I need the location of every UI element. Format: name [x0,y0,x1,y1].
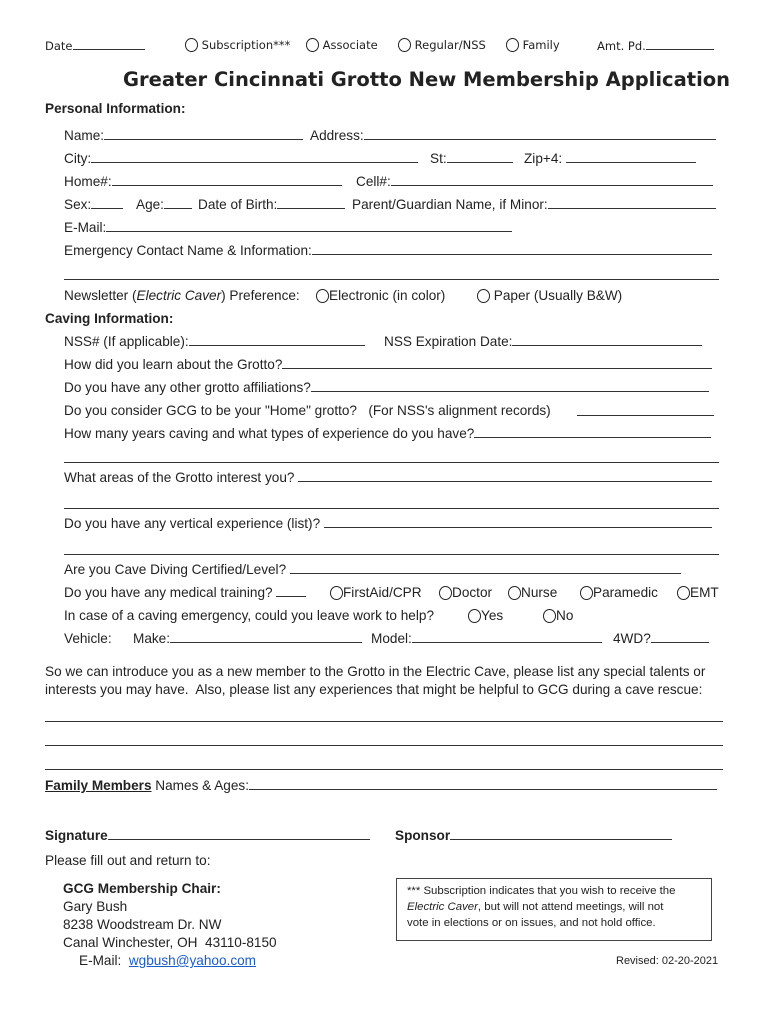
radio-circle-icon[interactable] [316,289,329,303]
city-field[interactable] [64,151,418,166]
city-label: City: [64,151,92,166]
option-label: Family [522,38,560,52]
signature-field[interactable] [45,828,370,843]
talents-paragraph-line-1: So we can introduce you as a new member to the Grotto in the Electric Cave, please list any special talents or [45,664,706,679]
emergency-line[interactable] [312,243,712,255]
signature-label: Signature [45,828,108,843]
chair-street: 8238 Woodstream Dr. NW [63,917,222,932]
vertical-label: Do you have any vertical experience (list)? [64,516,321,531]
option-label: Electronic (in color) [329,288,446,303]
family-suffix: Names & Ages: [151,778,249,793]
affiliations-field[interactable] [64,380,709,395]
home-grotto-question: Do you consider GCG to be your "Home" grotto? (For NSS's alignment records) [64,403,551,418]
radio-circle-icon[interactable] [468,609,481,623]
learn-label: How did you learn about the Grotto? [64,357,283,372]
option-label: Nurse [521,585,558,600]
address-field[interactable] [310,128,716,143]
leave-work-no-option[interactable] [543,608,573,623]
interest-label: What areas of the Grotto interest you? [64,470,295,485]
state-field[interactable] [430,151,513,166]
medical-firstaid-option[interactable] [330,585,422,600]
medical-doctor-option[interactable] [439,585,492,600]
emergency-label: Emergency Contact Name & Information: [64,243,312,258]
radio-circle-icon[interactable] [580,586,593,600]
make-line[interactable] [170,631,362,643]
amount-paid-field[interactable] [597,38,714,53]
nss-exp-line[interactable] [512,334,702,346]
years-label: How many years caving and what types of experience do you have? [64,426,475,441]
note-rest: , but will not attend meetings, will not [477,901,664,913]
dob-field[interactable] [198,197,345,212]
vertical-line[interactable] [324,516,712,528]
revised-date: Revised: 02-20-2021 [616,955,719,967]
nss-number-field[interactable] [64,334,365,349]
vertical-line-2[interactable] [64,554,719,555]
option-label: Yes [481,608,504,623]
note-italic: Electric Caver [407,901,478,913]
chair-email-label: E-Mail: [79,953,122,968]
vehicle-make-field[interactable] [133,631,362,646]
interest-line[interactable] [298,470,712,482]
medical-label: Do you have any medical training? [64,585,273,600]
sponsor-label: Sponsor [395,828,451,843]
cell-line[interactable] [391,174,713,186]
zip-line[interactable] [566,151,696,163]
option-associate[interactable] [306,38,378,52]
model-label: Model: [371,631,412,646]
newsletter-label-suffix: ) Preference: [221,288,300,303]
note-line-1: *** Subscription indicates that you wish to receive the [407,885,676,897]
state-label: St: [430,151,447,166]
radio-circle-icon[interactable] [306,38,319,52]
dob-label: Date of Birth: [198,197,278,212]
model-line[interactable] [412,631,602,643]
emergency-line-2[interactable] [64,279,719,280]
interest-line-2[interactable] [64,508,719,509]
talents-paragraph-line-2: interests you may have. Also, please list any experiences that might be helpful to GCG during a cave rescue: [45,682,703,697]
age-line[interactable] [164,197,192,209]
make-label: Make: [133,631,171,646]
cave-diving-field[interactable] [64,562,681,577]
signature-line[interactable] [108,828,370,840]
option-label: EMT [690,585,719,600]
home-grotto-line[interactable] [577,415,714,416]
guardian-line[interactable] [548,197,716,209]
home-label: Home#: [64,174,112,189]
cell-phone-field[interactable] [356,174,713,189]
nss-exp-label: NSS Expiration Date: [384,334,513,349]
radio-circle-icon[interactable] [477,289,490,303]
vehicle-label: Vehicle: [64,631,112,646]
email-field[interactable] [64,220,512,235]
home-phone-field[interactable] [64,174,342,189]
zip-label: Zip+4: [524,151,563,166]
city-line[interactable] [91,151,418,163]
talents-line-1[interactable] [45,721,723,722]
family-members-field[interactable] [45,778,717,793]
caving-heading: Caving Information: [45,311,174,326]
cell-label: Cell#: [356,174,391,189]
radio-circle-icon[interactable] [508,586,521,600]
nss-expiration-field[interactable] [384,334,702,349]
option-label: No [556,608,574,623]
guardian-label: Parent/Guardian Name, if Minor: [352,197,548,212]
option-label: Paramedic [593,585,658,600]
sponsor-field[interactable] [395,828,672,843]
family-label: Family Members [45,778,152,793]
nss-label: NSS# (If applicable): [64,334,189,349]
option-family[interactable] [506,38,560,52]
learn-line[interactable] [282,357,712,369]
interest-field[interactable] [64,470,712,485]
vehicle-model-field[interactable] [371,631,602,646]
address-line[interactable] [364,128,716,140]
vehicle-4wd-field[interactable] [613,631,709,646]
option-regular-nss[interactable] [398,38,486,52]
family-line[interactable] [249,778,717,790]
learn-about-field[interactable] [64,357,712,372]
medical-paramedic-option[interactable] [580,585,658,600]
radio-circle-icon[interactable] [677,586,690,600]
amt-line[interactable] [646,38,714,50]
chair-email [79,953,256,968]
medical-emt-option[interactable] [677,585,719,600]
chair-city: Canal Winchester, OH 43110-8150 [63,935,277,950]
radio-circle-icon[interactable] [398,38,411,52]
4wd-label: 4WD? [613,631,651,646]
email-line[interactable] [106,220,512,232]
years-line-2[interactable] [64,462,719,463]
name-field[interactable] [64,128,303,143]
guardian-field[interactable] [352,197,716,212]
radio-circle-icon[interactable] [543,609,556,623]
leave-work-question: In case of a caving emergency, could you leave work to help? [64,608,435,623]
option-label: FirstAid/CPR [343,585,422,600]
dob-line[interactable] [277,197,345,209]
name-label: Name: [64,128,105,143]
option-label: Subscription*** [201,38,291,52]
option-label: Regular/NSS [414,38,486,52]
page-title: Greater Cincinnati Grotto New Membership Application [123,68,731,91]
age-label: Age: [136,197,164,212]
radio-circle-icon[interactable] [330,586,343,600]
leave-work-yes-option[interactable] [468,608,503,623]
sex-label: Sex: [64,197,92,212]
diving-line[interactable] [290,562,681,574]
home-line[interactable] [112,174,342,186]
4wd-line[interactable] [651,631,709,643]
affiliations-label: Do you have any other grotto affiliations? [64,380,311,395]
sex-line[interactable] [91,197,123,209]
subscription-note [396,878,712,941]
newsletter-name: Electric Caver [136,288,222,303]
chair-title: GCG Membership Chair: [63,881,221,896]
name-line[interactable] [104,128,303,140]
note-line-3: vote in elections or on issues, and not hold office. [407,917,656,929]
note-line-2 [407,899,701,915]
email-label: E-Mail: [64,220,107,235]
sponsor-line[interactable] [450,828,672,840]
return-instructions: Please fill out and return to: [45,853,211,868]
age-field[interactable] [136,197,192,212]
option-label: Paper (Usually B&W) [493,288,623,303]
years-line[interactable] [474,426,711,438]
radio-circle-icon[interactable] [439,586,452,600]
date-label: Date [45,39,73,53]
years-caving-field[interactable] [64,426,711,441]
option-subscription[interactable] [185,38,290,52]
medical-nurse-option[interactable] [508,585,557,600]
newsletter-paper-option[interactable] [477,288,622,303]
zip-field[interactable] [524,151,696,166]
option-label: Associate [322,38,378,52]
newsletter-preference [64,288,300,303]
chair-name: Gary Bush [63,899,128,914]
address-label: Address: [310,128,364,143]
option-label: Doctor [452,585,493,600]
medical-line[interactable] [276,585,306,597]
emergency-contact-field[interactable] [64,243,712,258]
newsletter-electronic-option[interactable] [316,288,445,303]
personal-heading: Personal Information: [45,101,186,116]
affiliations-line[interactable] [311,380,709,392]
nss-line[interactable] [189,334,365,346]
state-line[interactable] [447,151,513,163]
radio-circle-icon[interactable] [185,38,198,52]
chair-email-link[interactable]: wgbush@yahoo.com [128,953,257,968]
date-field[interactable] [45,38,145,53]
talents-line-2[interactable] [45,745,723,746]
diving-label: Are you Cave Diving Certified/Level? [64,562,287,577]
amt-label: Amt. Pd. [597,39,646,53]
vertical-experience-field[interactable] [64,516,712,531]
sex-field[interactable] [64,197,123,212]
talents-line-3[interactable] [45,769,723,770]
date-line[interactable] [73,38,145,50]
newsletter-label: Newsletter ( [64,288,137,303]
medical-training-field[interactable] [64,585,306,600]
radio-circle-icon[interactable] [506,38,519,52]
